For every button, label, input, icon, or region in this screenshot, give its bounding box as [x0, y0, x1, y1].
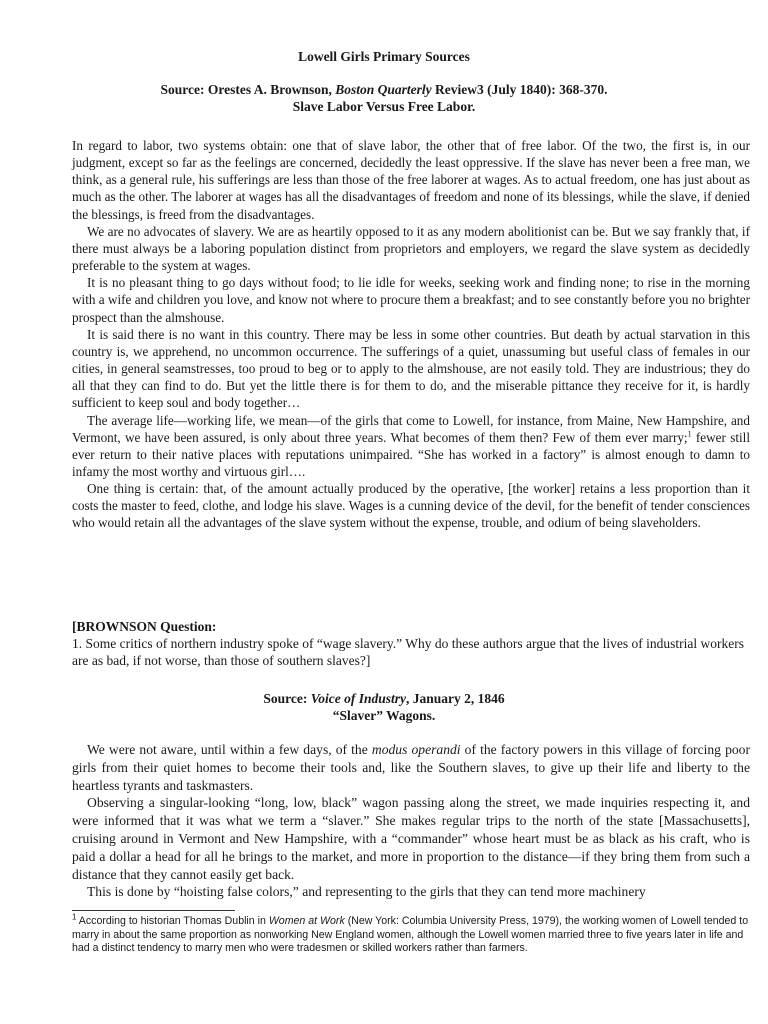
paragraph-lowell: [72, 412, 750, 481]
source-subtitle: “Slaver” Wagons.: [332, 708, 436, 723]
footnote-divider: [72, 910, 235, 911]
source-citation-voice-of-industry: [0, 690, 768, 724]
paragraph-modus: [72, 741, 750, 794]
footnote: [72, 912, 752, 956]
source-suffix: , January 2, 1846: [406, 691, 505, 706]
footnote-text: According to historian Thomas Dublin in: [76, 915, 269, 927]
source-prefix: Source:: [263, 691, 311, 706]
publication-title: Voice of Industry: [310, 691, 406, 706]
paragraph: We are no advocates of slavery. We are as heartily opposed to it as any modern abolitionist can be. But we say frankly that, if there must always be a laboring population distinct from proprietors and employers, we regard the slave system as decidedly preferable to the system at wages.: [72, 223, 750, 274]
paragraph: One thing is certain: that, of the amount actually produced by the operative, [the worker] retains a less proportion than it costs the master to feed, clothe, and lodge his slave. Wages is a cunning device of the devil, for the benefit of tender consciences who would retain all the advantages of the slave system without the expense, trouble, and odium of being slaveholders.: [72, 481, 750, 531]
paragraph-text: The average life—working life, we mean—of the girls that come to Lowell, for instance, from Maine, New Hampshire, and Vermont, we have been assured, is only about three years. What becomes of them then? Few of them ever marry;: [72, 412, 750, 445]
question-block: [72, 618, 750, 669]
voice-of-industry-excerpt: [72, 741, 750, 901]
paragraph: It is no pleasant thing to go days without food; to lie idle for weeks, seeking work and finding none; to rise in the morning with a wife and children you love, and know not where to procure them a breakfast; and to see constantly before you no brighter prospect than the almshouse.: [72, 275, 750, 325]
source-suffix: Review3 (July 1840): 368-370.: [431, 82, 608, 97]
publication-title: Boston Quarterly: [335, 82, 432, 97]
paragraph: In regard to labor, two systems obtain: one that of slave labor, the other that of free labor. Of the two, the first is, in our judgment, except so far as the feelings are concerned, decidedly the least oppressive. If the slave has never been a free man, we think, as a general rule, his sufferings are less than those of the free laborer at wages. As to actual freedom, one has just about as much as the other. The laborer at wages has all the disadvantages of freedom and none of its blessings, while the slave, if denied the blessings, is freed from the disadvantages.: [72, 138, 750, 222]
source-prefix: Source: Orestes A. Brownson,: [160, 82, 336, 97]
paragraph: It is said there is no want in this country. There may be less in some other countries. But death by actual starvation in this country is, we apprehend, no uncommon occurrence. The sufferings of a quiet, unassuming but useful class of females in our cities, in general seamstresses, too proud to beg or to apply to the almshouse, are not easily told. They are industrious; they do all that they can find to do. But yet the little there is for them to do, and the miserable pittance they receive for it, is hardly sufficient to keep soul and body together…: [72, 326, 750, 411]
brownson-excerpt: [72, 137, 750, 532]
footnote-mark: 1: [72, 912, 77, 922]
paragraph-text: We were not aware, until within a few days, of the: [87, 742, 372, 757]
footnote-text: (New York: Columbia University Press, 1979), the working women of Lowell tended to marry in about the same proportion as nonworking New England women, although the Lowell women married three to five years later in life and had a distinct tendency to marry men who were tradesmen or skilled workers rather than farmers.: [72, 915, 749, 954]
source-line: [0, 690, 768, 707]
source-subtitle: Slave Labor Versus Free Labor.: [292, 99, 476, 114]
paragraph-text: fewer still ever return to their native places with reputations unimpaired. “She has worked in a factory” is almost enough to damn to infamy the most worthy and virtuous girl….: [72, 429, 750, 479]
source-line: [0, 81, 768, 98]
paragraph: This is done by “hoisting false colors,” and representing to the girls that they can tend more machinery: [87, 884, 646, 900]
italic-phrase: modus operandi: [371, 742, 461, 757]
footnote-book-title: Women at Work: [268, 915, 345, 927]
document-title: Lowell Girls Primary Sources: [298, 49, 470, 64]
question-text: 1. Some critics of northern industry spoke of “wage slavery.” Why do these authors argue that the lives of industrial workers are as bad, if not worse, than those of southern slaves?]: [72, 636, 744, 668]
paragraph-text: of the factory powers in this village of forcing poor girls from their quiet homes to become their tools and, like the Southern slaves, to give up their life and liberty to the heartless tyrants and taskmasters.: [72, 742, 750, 793]
question-heading: [BROWNSON Question:: [72, 619, 217, 634]
paragraph: Observing a singular-looking “long, low, black” wagon passing along the street, we made inquiries respecting it, and were informed that it was what we term a “slaver.” She makes regular trips to the north of the state [Massachusetts], cruising around in Vermont and New Hampshire, with a “commander” whose heart must be as black as his craft, who is paid a dollar a head for all he brings to the market, and more in proportion to the distance—if they bring them from such a distance that they cannot easily get back.: [72, 795, 750, 882]
footnote-reference[interactable]: 1: [687, 429, 692, 439]
source-citation-brownson: [0, 81, 768, 115]
